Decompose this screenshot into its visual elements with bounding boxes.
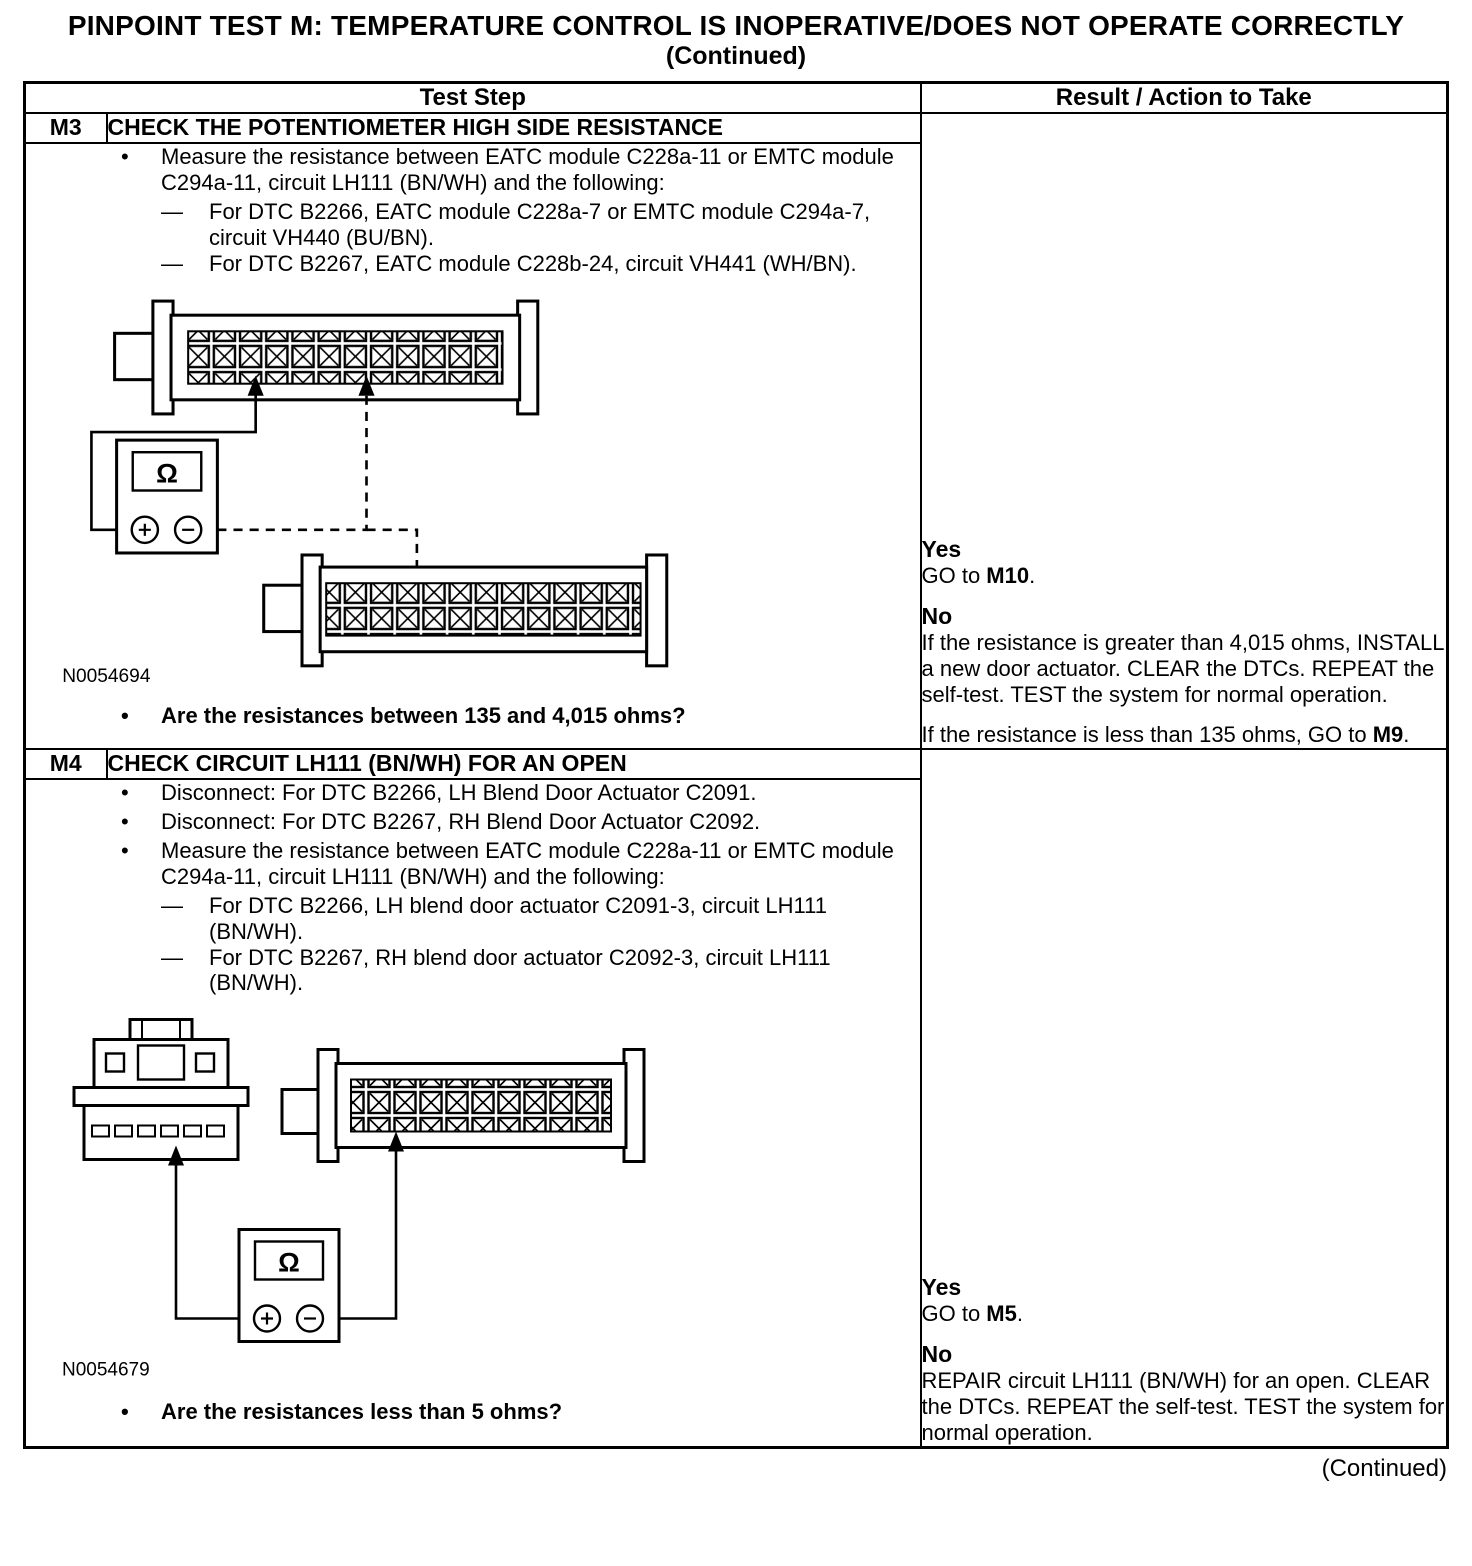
m4-yes-label: Yes	[921, 1274, 962, 1301]
page-title: PINPOINT TEST M: TEMPERATURE CONTROL IS INOPERATIVE/DOES NOT OPERATE CORRECTLY	[67, 10, 1405, 41]
step-text: Disconnect: For DTC B2267, RH Blend Door Actuator C2092.	[161, 808, 761, 834]
m3-no-action-1: If the resistance is greater than 4,015 ohms, INSTALL a new door actuator. CLEAR the DTCs. REPEAT the self-test. TEST the system for normal operation.	[921, 630, 1444, 708]
m3-yes-action: GO to M10.	[921, 563, 1036, 589]
ohm-symbol: Ω	[156, 457, 178, 489]
step-text: Measure the resistance between EATC module C228a-11 or EMTC module C294a-11, circuit LH111 (BN/WH) and the following:	[161, 143, 894, 195]
m3-step-title: CHECK THE POTENTIOMETER HIGH SIDE RESISTANCE	[107, 113, 921, 143]
list-item	[26, 780, 920, 806]
pinpoint-test-table	[23, 81, 1449, 1449]
bullet-marker: •	[121, 837, 129, 863]
list-item	[26, 809, 920, 835]
dash-marker: —	[161, 944, 183, 970]
dash-marker: —	[161, 892, 183, 918]
figure-number: N0054694	[62, 665, 151, 687]
step-text: For DTC B2266, EATC module C228a-7 or EMTC module C294a-7, circuit VH440 (BU/BN).	[209, 198, 871, 250]
result-header: Result / Action to Take	[921, 83, 1448, 114]
eatc-connector-2-icon	[264, 555, 667, 666]
step-text: For DTC B2266, LH blend door actuator C2091-3, circuit LH111 (BN/WH).	[209, 892, 827, 944]
bullet-marker: •	[121, 702, 129, 728]
bullet-marker: •	[121, 808, 129, 834]
m3-step-id: M3	[25, 113, 107, 143]
m3-step-body	[25, 143, 921, 749]
actuator-connector-icon	[74, 1020, 248, 1160]
m4-figure	[54, 1010, 920, 1385]
list-subitem	[26, 945, 920, 997]
ohmmeter-icon	[239, 1230, 339, 1342]
m4-header-row	[25, 749, 1448, 779]
figure-number: N0054679	[62, 1359, 150, 1381]
list-subitem	[26, 893, 920, 945]
m3-no-action-2: If the resistance is less than 135 ohms, GO to M9.	[921, 722, 1410, 748]
eatc-connector-icon	[115, 301, 538, 414]
question-item	[26, 703, 920, 729]
step-text: Disconnect: For DTC B2266, LH Blend Door Actuator C2091.	[161, 779, 757, 805]
m4-no-action: REPAIR circuit LH111 (BN/WH) for an open. CLEAR the DTCs. REPEAT the self-test. TEST the system for normal operation.	[921, 1368, 1445, 1446]
question-text: Are the resistances less than 5 ohms?	[161, 1399, 563, 1425]
bullet-marker: •	[121, 1399, 129, 1425]
m3-yes-label: Yes	[921, 536, 962, 562]
m3-figure	[54, 291, 920, 689]
step-text: Measure the resistance between EATC module C228a-11 or EMTC module C294a-11, circuit LH111 (BN/WH) and the following:	[161, 837, 894, 889]
m3-header-row	[25, 113, 1448, 143]
table-header-row	[25, 83, 1448, 114]
question-item	[26, 1399, 920, 1425]
page-subtitle: (Continued)	[665, 42, 807, 70]
step-text: For DTC B2267, RH blend door actuator C2092-3, circuit LH111 (BN/WH).	[209, 944, 831, 996]
m4-step-id: M4	[25, 749, 107, 779]
m4-step-title: CHECK CIRCUIT LH111 (BN/WH) FOR AN OPEN	[107, 749, 921, 779]
dash-marker: —	[161, 198, 183, 224]
m4-yes-action: GO to M5.	[921, 1301, 1023, 1327]
test-step-header: Test Step	[25, 83, 921, 114]
list-subitem	[26, 251, 920, 277]
list-subitem	[26, 199, 920, 251]
ohm-symbol: Ω	[278, 1247, 300, 1278]
m3-wiring-diagram	[54, 291, 679, 689]
eatc-connector-icon	[282, 1050, 644, 1162]
bullet-marker: •	[121, 143, 129, 169]
bullet-marker: •	[121, 779, 129, 805]
m3-result-cell	[921, 113, 1448, 749]
question-text: Are the resistances between 135 and 4,015 ohms?	[161, 702, 686, 728]
negative-test-lead	[201, 393, 417, 572]
m3-no-label: No	[921, 603, 953, 630]
page-footer: (Continued)	[1321, 1455, 1447, 1483]
m4-step-body	[25, 779, 921, 1448]
list-item	[26, 838, 920, 890]
dash-marker: —	[161, 250, 183, 276]
list-item	[26, 144, 920, 196]
m4-result-cell	[921, 749, 1448, 1448]
m4-wiring-diagram	[54, 1010, 694, 1385]
m4-no-label: No	[921, 1341, 953, 1368]
step-text: For DTC B2267, EATC module C228b-24, circuit VH441 (WH/BN).	[209, 250, 857, 276]
